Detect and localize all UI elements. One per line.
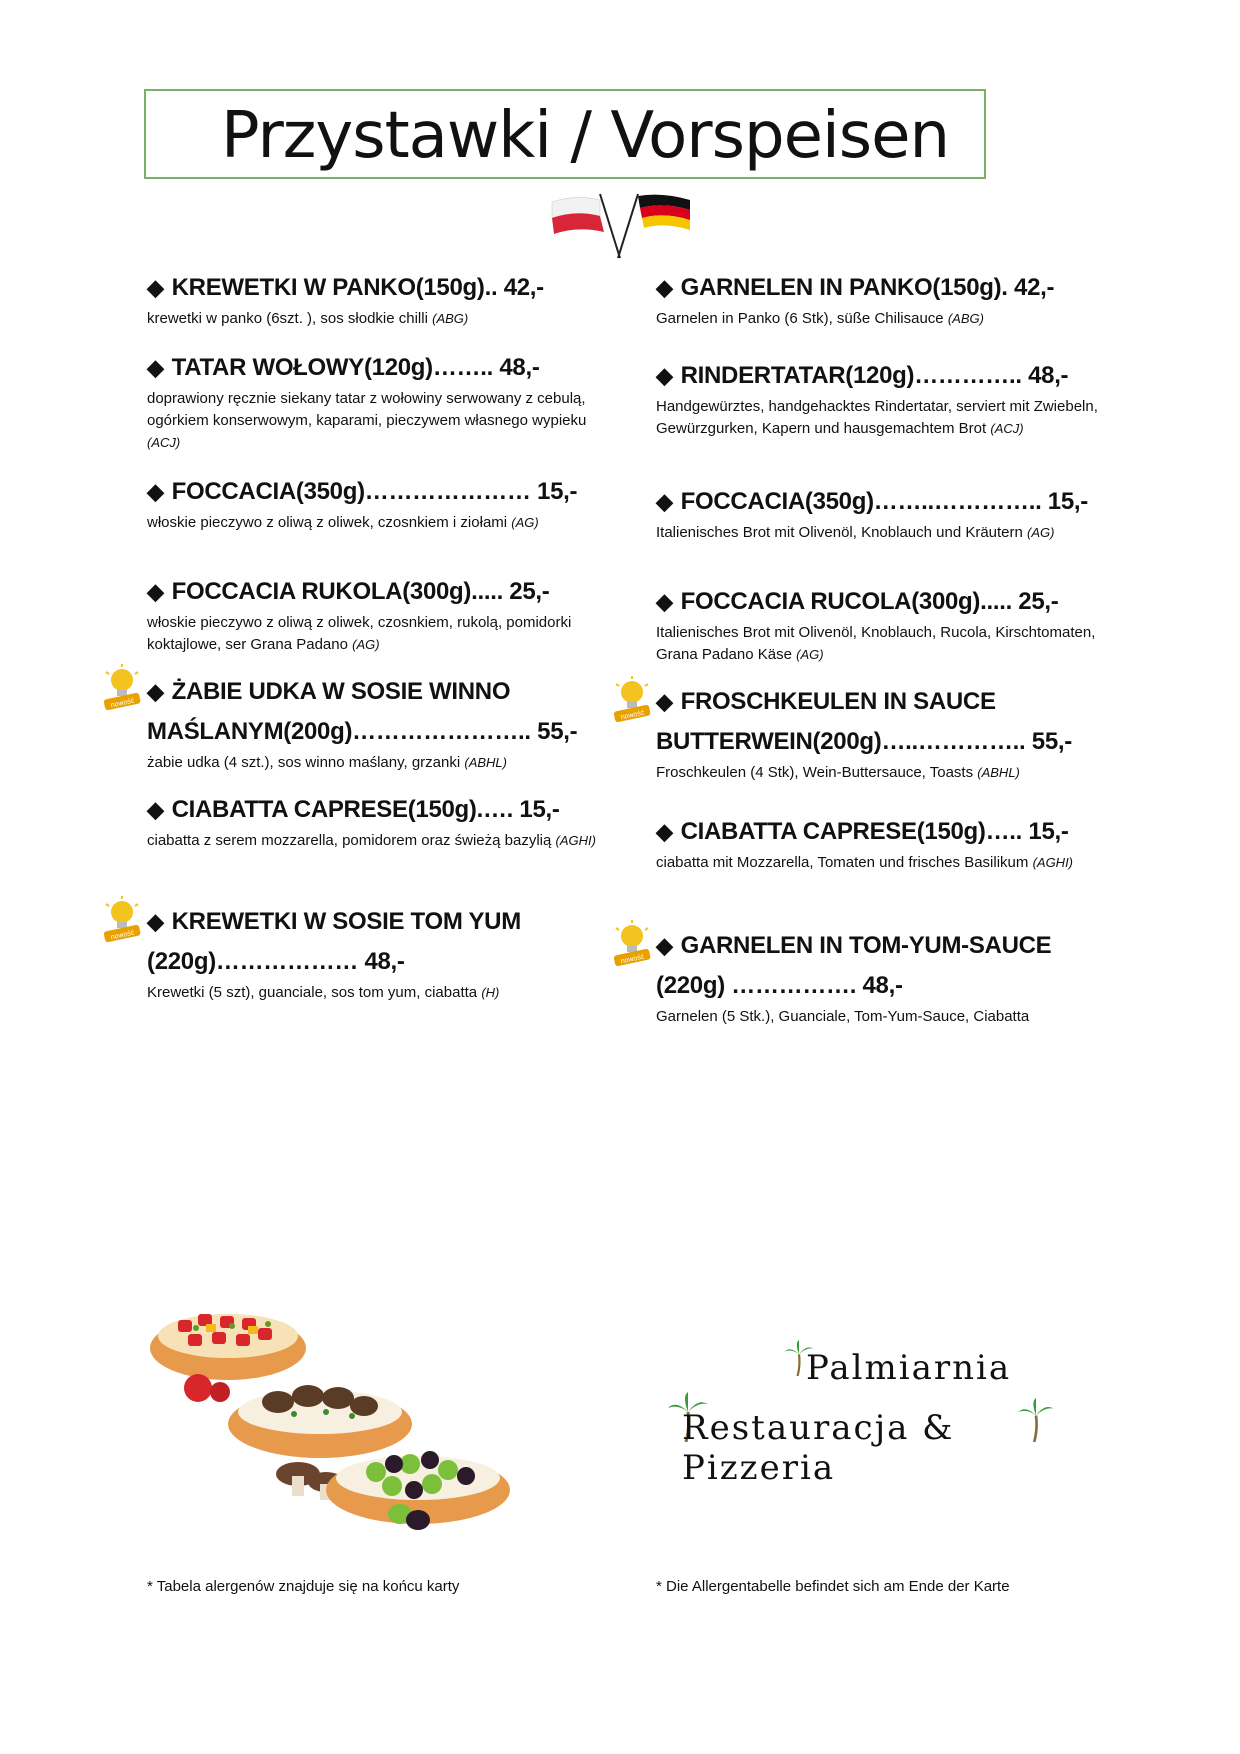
- allergen-footnote-polish: * Tabela alergenów znajduje się na końcu karty: [147, 1578, 460, 1595]
- title-box: [144, 89, 986, 179]
- allergen-codes: (AG): [511, 515, 539, 530]
- item-description: krewetki w panko (6szt. ), sos słodkie chilli (ABG): [147, 310, 469, 327]
- item-description: Italienisches Brot mit Olivenöl, Knoblauch und Kräutern (AG): [656, 524, 1055, 541]
- menu-item: [147, 268, 607, 330]
- menu-item: [147, 790, 607, 852]
- diamond-icon: ◆: [656, 819, 673, 844]
- item-description: żabie udka (4 szt.), sos winno maślany, grzanki (ABHL): [147, 754, 507, 771]
- badge-label: nowość: [110, 929, 135, 942]
- item-title: ◆ KREWETKI W SOSIE TOM YUM (220g)……………… 48,-: [147, 908, 521, 975]
- item-description: doprawiony ręcznie siekany tatar z wołowiny serwowany z cebulą, ogórkiem konserwowym, kaparami, pieczywem własnego wypieku (ACJ): [147, 390, 587, 450]
- item-description: Italienisches Brot mit Olivenöl, Knoblauch, Rucola, Kirschtomaten, Grana Padano Käse (AG): [656, 624, 1096, 663]
- new-lightbulb-icon: [100, 896, 144, 946]
- item-title: ◆ FOCCACIA(350g)……..………….. 15,-: [656, 488, 1088, 515]
- item-title: ◆ GARNELEN IN TOM-YUM-SAUCE (220g) ……………. 48,-: [656, 932, 1052, 999]
- item-title: ◆ FROSCHKEULEN IN SAUCE BUTTERWEIN(200g)…..………….. 55,-: [656, 688, 1072, 755]
- menu-item: [147, 572, 607, 656]
- item-description: włoskie pieczywo z oliwą z oliwek, czosnkiem, rukolą, pomidorki koktajlowe, ser Grana Padano (AG): [147, 614, 572, 653]
- item-description: ciabatta mit Mozzarella, Tomaten und frisches Basilikum (AGHI): [656, 854, 1074, 871]
- item-title: ◆ ŻABIE UDKA W SOSIE WINNO MAŚLANYM(200g)………………….. 55,-: [147, 678, 578, 745]
- item-title: ◆ CIABATTA CAPRESE(150g)….. 15,-: [656, 818, 1069, 845]
- diamond-icon: ◆: [656, 689, 673, 714]
- new-lightbulb-icon: [610, 676, 654, 726]
- allergen-codes: (AGHI): [1032, 855, 1074, 870]
- item-title: ◆ FOCCACIA(350g)………………… 15,-: [147, 478, 578, 505]
- item-title: ◆ KREWETKI W PANKO(150g).. 42,-: [147, 274, 544, 301]
- badge-label: nowość: [620, 709, 645, 722]
- menu-item: [656, 268, 1116, 330]
- item-title: ◆ RINDERTATAR(120g)………….. 48,-: [656, 362, 1069, 389]
- diamond-icon: ◆: [147, 797, 164, 822]
- allergen-codes: (ABHL): [977, 765, 1020, 780]
- allergen-codes: (ABG): [947, 311, 984, 326]
- badge-label: nowość: [620, 953, 645, 966]
- logo-name: Palmiarnia: [806, 1348, 1012, 1388]
- item-description: Garnelen (5 Stk.), Guanciale, Tom-Yum-Sauce, Ciabatta: [656, 1008, 1030, 1025]
- item-description: ciabatta z serem mozzarella, pomidorem oraz świeżą bazylią (AGHI): [147, 832, 596, 849]
- menu-item: [147, 672, 607, 774]
- item-description: włoskie pieczywo z oliwą z oliwek, czosnkiem i ziołami (AG): [147, 514, 539, 531]
- new-lightbulb-icon: [610, 920, 654, 970]
- allergen-codes: (H): [481, 985, 500, 1000]
- new-lightbulb-icon: [100, 664, 144, 714]
- diamond-icon: ◆: [147, 355, 164, 380]
- menu-item: [656, 356, 1116, 440]
- item-description: Froschkeulen (4 Stk), Wein-Buttersauce, Toasts (ABHL): [656, 764, 1020, 781]
- bruschetta-illustration: [148, 1278, 518, 1538]
- allergen-codes: (AG): [796, 647, 824, 662]
- item-description: Handgewürztes, handgehacktes Rindertatar, serviert mit Zwiebeln, Gewürzgurken, Kapern und hausgemachtem Brot (ACJ): [656, 398, 1098, 437]
- restaurant-logo: [668, 1340, 1108, 1488]
- diamond-icon: ◆: [656, 275, 673, 300]
- allergen-codes: (ACJ): [990, 421, 1024, 436]
- item-title: ◆ TATAR WOŁOWY(120g)…….. 48,-: [147, 354, 540, 381]
- diamond-icon: ◆: [656, 363, 673, 388]
- menu-item: [147, 902, 607, 1004]
- menu-item: [656, 682, 1116, 784]
- item-title: ◆ FOCCACIA RUKOLA(300g)..... 25,-: [147, 578, 550, 605]
- page-title: Przystawki / Vorspeisen: [220, 99, 950, 173]
- allergen-codes: (ABHL): [464, 755, 507, 770]
- allergen-codes: (ACJ): [147, 435, 181, 450]
- diamond-icon: ◆: [656, 489, 673, 514]
- allergen-codes: (AGHI): [555, 833, 596, 848]
- allergen-codes: (AG): [1027, 525, 1055, 540]
- allergen-footnote-german: * Die Allergentabelle befindet sich am Ende der Karte: [656, 1578, 1010, 1595]
- diamond-icon: ◆: [147, 679, 164, 704]
- menu-item: [147, 472, 607, 534]
- item-title: ◆ GARNELEN IN PANKO(150g). 42,-: [656, 274, 1055, 301]
- diamond-icon: ◆: [147, 579, 164, 604]
- menu-item: [656, 482, 1116, 544]
- logo-subtitle: Restauracja & Pizzeria: [682, 1408, 955, 1488]
- item-description: Garnelen in Panko (6 Stk), süße Chilisauce (ABG): [656, 310, 984, 327]
- menu-item: [656, 926, 1116, 1028]
- diamond-icon: ◆: [656, 933, 673, 958]
- menu-item: [656, 812, 1116, 874]
- item-title: ◆ CIABATTA CAPRESE(150g).…. 15,-: [147, 796, 560, 823]
- diamond-icon: ◆: [656, 589, 673, 614]
- allergen-codes: (AG): [352, 637, 380, 652]
- menu-item: [656, 582, 1116, 666]
- diamond-icon: ◆: [147, 909, 164, 934]
- flags-icon: [548, 188, 698, 260]
- allergen-codes: (ABG): [432, 311, 469, 326]
- badge-label: nowość: [110, 697, 135, 710]
- diamond-icon: ◆: [147, 479, 164, 504]
- diamond-icon: ◆: [147, 275, 164, 300]
- menu-item: [147, 348, 607, 454]
- item-description: Krewetki (5 szt), guanciale, sos tom yum, ciabatta (H): [147, 984, 500, 1001]
- item-title: ◆ FOCCACIA RUCOLA(300g)..... 25,-: [656, 588, 1059, 615]
